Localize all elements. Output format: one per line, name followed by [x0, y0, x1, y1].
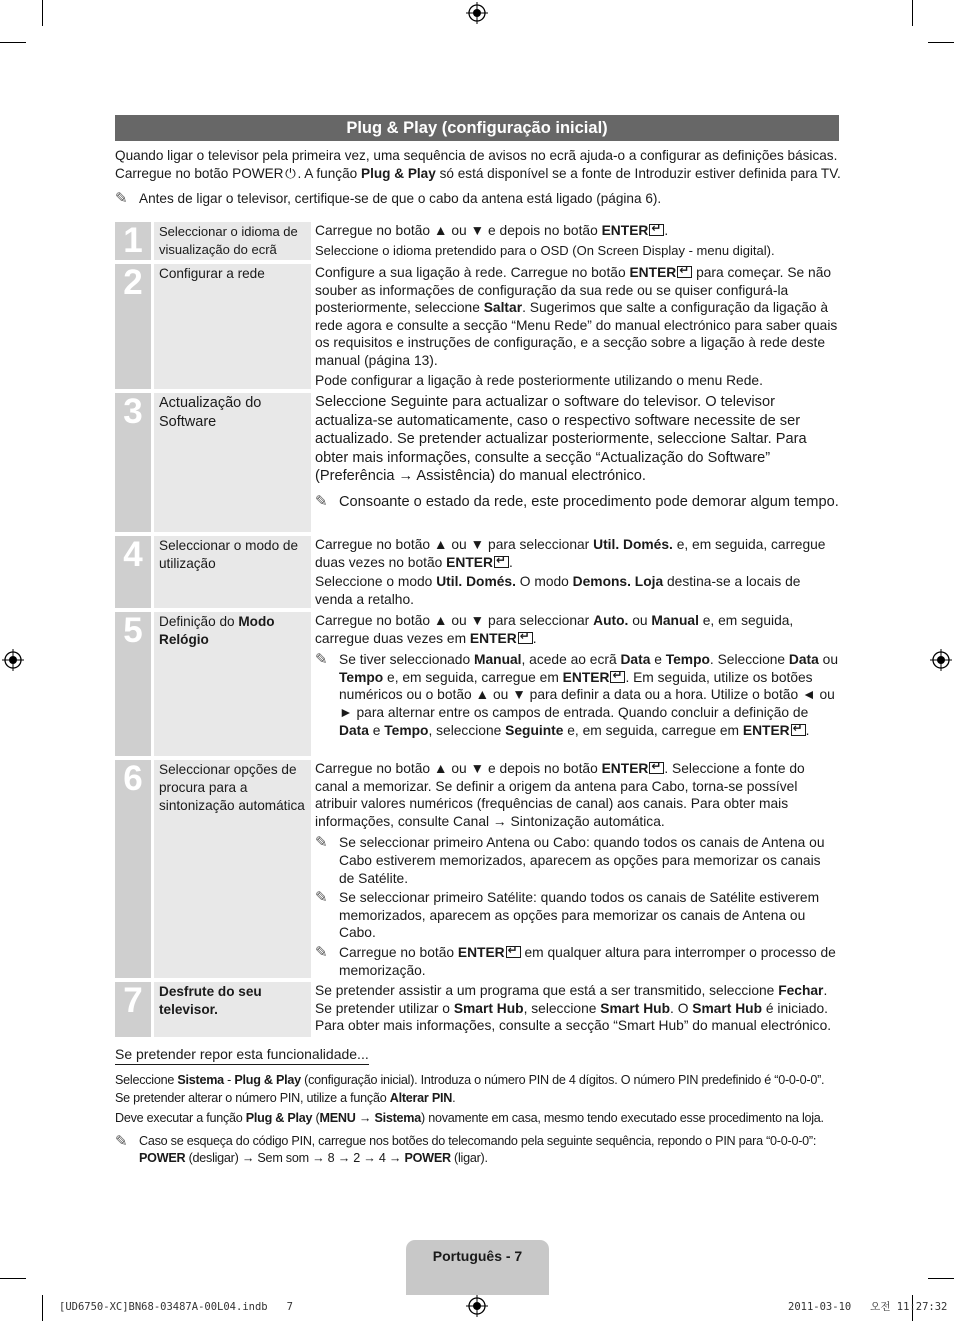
text: só está disponível se a fonte de Introduzir estiver definida para TV. [435, 165, 841, 181]
text: Se pretender utilizar o [315, 1000, 454, 1016]
registration-mark-icon [466, 1295, 488, 1317]
note-text: Se seleccionar primeiro Satélite: quando todos os canais de Satélite estiverem memorizados, aparecem as opções para memorizar os canais de Antena ou Cabo. [339, 890, 820, 941]
intro-line-1: Quando ligar o televisor pela primeira vez, uma sequência de avisos no ecrã ajuda-o a configurar as definições básicas. [115, 148, 838, 163]
text: , seleccione [523, 1000, 601, 1016]
step-title: Seleccionar o idioma de visualização do ecrã [154, 222, 311, 260]
note-pencil-icon: ✎ [315, 889, 328, 907]
step-title: Configurar a rede [154, 264, 311, 389]
registration-mark-icon [930, 649, 952, 671]
manual-label: Manual [651, 613, 699, 628]
enter-icon [791, 724, 806, 736]
text: . [532, 630, 537, 646]
registration-mark-icon [466, 2, 488, 24]
text: . A função [297, 165, 361, 181]
text: Modo Relógio [159, 614, 275, 647]
enter-icon [677, 266, 692, 278]
step-body [315, 612, 839, 756]
crop-mark [0, 42, 26, 43]
text: Seleccione o modo [315, 574, 437, 590]
text: . Seleccione a fonte do canal a memorizar. Se definir a origem da antena para Cabo, torna-se possível atribuir valores numéricos (frequências de canal) aos canais. Para obter mais informações, consulte Canal → Sintonização automática. [315, 761, 805, 829]
step-number: 5 [115, 612, 151, 756]
note-text: Carregue no botão ENTER↵ em qualquer altura para interromper o processo de memorização. [339, 944, 839, 979]
enter-label: ENTER [469, 630, 517, 646]
note-text: Consoante o estado da rede, este procedimento pode demorar algum tempo. [339, 493, 839, 510]
note-pencil-icon: ✎ [315, 834, 328, 852]
text: . [508, 554, 513, 570]
reset-heading: Se pretender repor esta funcionalidade... [115, 1045, 369, 1065]
step-number: 2 [115, 264, 151, 389]
step-body [315, 760, 839, 978]
smarthub-label: Smart Hub [600, 1000, 671, 1016]
enter-icon [494, 556, 509, 568]
text: . [823, 983, 828, 998]
step-note [315, 944, 839, 979]
note-text: Caso se esqueça do código PIN, carregue nos botões do telecomando pela seguinte sequência, repondo o PIN para “0-0-0-0”: POWER (desligar) → Sem som → 8 → 2 → 4 → POWER (ligar). [139, 1133, 817, 1165]
text: Pode configurar a ligação à rede posteriormente utilizando o menu Rede. [315, 372, 763, 388]
text: O modo [515, 574, 573, 590]
step-title [154, 612, 311, 756]
step-row [115, 760, 839, 982]
step-row [115, 612, 839, 760]
intro-note [115, 190, 845, 208]
text: é iniciado. [762, 1000, 829, 1016]
note-text: Antes de ligar o televisor, certifique-se de que o cabo da antena está ligado (página 6). [139, 191, 662, 207]
text: Carregue no botão ▲ ou ▼ e depois no botão [315, 223, 602, 238]
step-note [315, 493, 839, 512]
auto-label: Auto. [593, 613, 629, 628]
text: Configure a sua ligação à rede. Carregue no botão [315, 265, 630, 280]
registration-mark-icon [2, 649, 24, 671]
page-number-tab: Português - 7 [406, 1240, 549, 1295]
enter-label: ENTER [601, 761, 649, 776]
step-row [115, 982, 839, 1037]
crop-mark [42, 0, 43, 26]
text: Definição do [159, 614, 239, 629]
note-pencil-icon: ✎ [115, 1132, 128, 1150]
step-title: Actualização do Software [154, 393, 311, 532]
crop-mark [42, 1295, 43, 1321]
text: . O [670, 1000, 693, 1016]
step-row [115, 393, 839, 536]
note-pencil-icon: ✎ [315, 492, 328, 510]
step-row [115, 536, 839, 612]
enter-label: ENTER [601, 223, 649, 238]
text: Desfrute do seu televisor. [159, 984, 262, 1017]
text: e, em seguida, carregue duas vezes no botão [315, 537, 826, 570]
step-title: Seleccionar opções de procura para a sintonização automática [154, 760, 311, 978]
text: para começar. Se não souber as informações de configuração da sua rede ou se quiser configurá-la posteriormente, seleccione [315, 265, 832, 316]
step-number: 1 [115, 222, 151, 260]
text: e, em seguida, carregue duas vezes em [315, 613, 794, 646]
step-body [315, 393, 839, 532]
crop-mark [928, 42, 954, 43]
step-row [115, 264, 839, 393]
note-pencil-icon: ✎ [315, 943, 328, 961]
text: Carregue no botão ▲ ou ▼ e depois no botão [315, 761, 602, 776]
text: Se pretender assistir a um programa que está a ser transmitido, seleccione [315, 983, 779, 998]
note-pencil-icon: ✎ [115, 190, 128, 208]
text: Carregue no botão ▲ ou ▼ para seleccionar [315, 613, 594, 628]
text: Para obter mais informações, consulte a secção “Smart Hub” do manual electrónico. [315, 1018, 832, 1034]
intro-line-2 [115, 165, 845, 183]
util-label: Util. Domés. [593, 537, 673, 552]
enter-icon [610, 671, 625, 683]
text: . Sugerimos que salte a configuração da ligação à rede agora e consulte a secção “Menu Rede” do manual electrónico para saber quais os requisitos e instruções de configuração, e a secção sobre a ligação à rede deste manual (página 13). [315, 300, 838, 368]
enter-icon [649, 224, 664, 236]
text: Carregue no botão [115, 165, 233, 181]
reset-text: Seleccione Sistema - Plug & Play (configuração inicial). Introduza o número PIN de 4 dígitos. O número PIN predefinido é “0-0-0-0”. Se pretender alterar o número PIN, utilize a função Alterar PIN. Deve executar a função Plug & Play (MENU → Sistema) novamente em casa, mesmo tendo executado esse procedimento na loja. ✎ Caso se esqueça do código PIN, carregue nos botões do telecomando pela seguinte sequência, repondo o PIN para “0-0-0-0”: POWER (desligar) → Sem som → 8 → 2 → 4 → POWER (ligar). [115, 1072, 845, 1168]
saltar-label: Saltar [483, 300, 523, 316]
crop-mark [912, 0, 913, 26]
step-title: Seleccionar o modo de utilização [154, 536, 311, 608]
enter-icon [518, 632, 533, 644]
step-note [315, 889, 839, 942]
smarthub-label: Smart Hub [692, 1000, 763, 1016]
step-title [154, 982, 311, 1037]
power-label: POWER [232, 165, 284, 181]
power-icon: ⏻ [285, 165, 296, 181]
text: . [664, 223, 669, 238]
note-pencil-icon: ✎ [315, 651, 328, 669]
crop-mark [0, 1278, 26, 1279]
step-body [315, 982, 839, 1037]
step-note [315, 651, 839, 739]
text: Seleccione o idioma pretendido para o OSD (On Screen Display - menu digital). [315, 242, 775, 258]
step-number: 7 [115, 982, 151, 1037]
note-text: Se seleccionar primeiro Antena ou Cabo: quando todos os canais de Antena ou Cabo estiverem memorizados, aparecem as opções para memorizar os canais de Satélite. [339, 835, 825, 886]
step-number: 3 [115, 393, 151, 532]
step-body [315, 264, 839, 389]
util-label: Util. Domés. [436, 574, 516, 590]
plug-play-label: Plug & Play [361, 165, 436, 181]
enter-label: ENTER [629, 265, 677, 280]
step-number: 4 [115, 536, 151, 608]
section-title: Plug & Play (configuração inicial) [115, 115, 839, 141]
intro-text [115, 147, 845, 208]
step-number: 6 [115, 760, 151, 978]
text: Carregue no botão ▲ ou ▼ para seleccionar [315, 537, 594, 552]
step-body [315, 222, 839, 260]
text: Seleccione Seguinte para actualizar o software do televisor. O televisor actualiza-se automaticamente, caso o respectivo software necessite de ser actualizado. Se pretender actualizar posteriormente, seleccione Saltar. Para obter mais informações, consulte a secção “Actualização do Software” (Preferência → Assistência) do manual electrónico. [315, 394, 807, 485]
text: ou [628, 613, 652, 628]
step-row [115, 222, 839, 264]
fechar-label: Fechar [778, 983, 824, 998]
enter-icon [649, 762, 664, 774]
print-date-info: 2011-03-10 오전 11:27:32 [788, 1301, 948, 1313]
note-text: Se tiver seleccionado Manual, acede ao ecrã Data e Tempo. Seleccione Data ou Tempo e, em seguida, carregue em ENTER↵ . Em seguida, utilize os botões numéricos ou o botão ▲ ou ▼ para definir a data ou a hora. Utilize o botão ◄ ou ► para alternar entre os campos de entrada. Quando concluir a definição de Data e Tempo, seleccione Seguinte e, em seguida, carregue em ENTER↵ . [339, 651, 839, 739]
crop-mark [928, 1278, 954, 1279]
step-body [315, 536, 839, 608]
smarthub-label: Smart Hub [453, 1000, 524, 1016]
enter-label: ENTER [446, 554, 493, 570]
step-note [315, 834, 839, 887]
print-file-info: [UD6750-XC]BN68-03487A-00L04.indb 7 [59, 1301, 293, 1313]
text: destina-se a locais de venda a retalho. [315, 574, 801, 607]
reset-note [115, 1133, 845, 1168]
demons-label: Demons. Loja [572, 574, 664, 590]
enter-icon [506, 946, 521, 958]
steps-table [115, 222, 839, 1037]
